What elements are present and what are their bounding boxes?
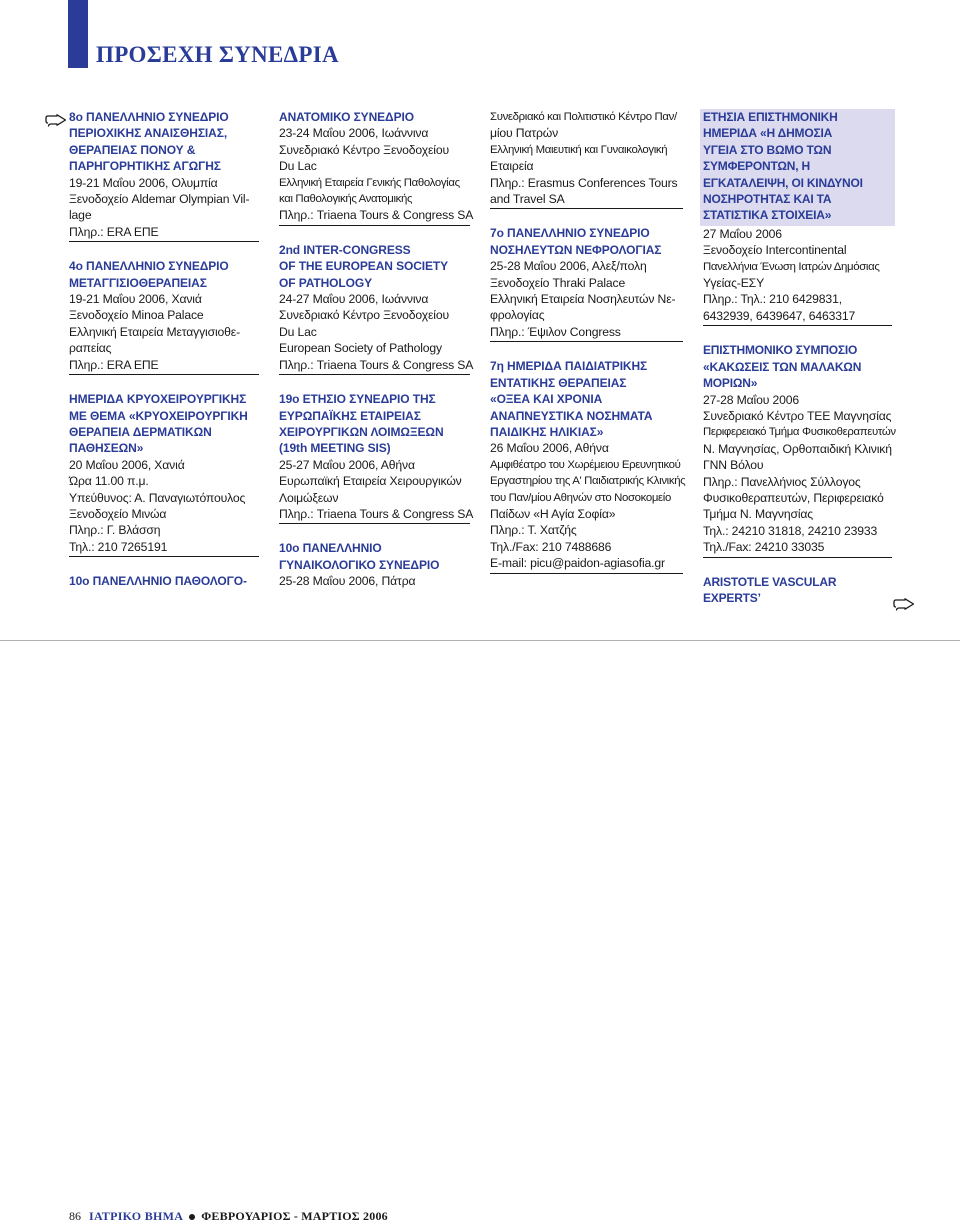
event-detail-line: lage — [69, 208, 92, 223]
event-detail-line: 25-28 Μαΐου 2006, Πάτρα — [279, 574, 416, 589]
event-title-line: ΧΕΙΡΟΥΡΓΙΚΩΝ ΛΟΙΜΩΞΕΩΝ — [279, 424, 444, 439]
event-detail-line: Ελληνική Εταιρεία Νοσηλευτών Νε- — [490, 292, 676, 307]
event-title-line: ΠΑΡΗΓΟΡΗΤΙΚΗΣ ΑΓΩΓΗΣ — [69, 159, 221, 174]
event-title-line: ΠΕΡΙΟΧΙΚΗΣ ΑΝΑΙΣΘΗΣΙΑΣ, — [69, 126, 228, 141]
event-detail-line: 23-24 Μαΐου 2006, Ιωάννινα — [279, 126, 429, 141]
event-title-line: 19ο ΕΤΗΣΙΟ ΣΥΝΕΔΡΙΟ ΤΗΣ — [279, 392, 436, 407]
event-entry — [69, 258, 259, 375]
event-detail-line: Υγείας-ΕΣΥ — [703, 276, 765, 291]
event-detail-line: Εταιρεία — [490, 159, 534, 174]
event-entry — [490, 109, 683, 209]
pointing-hand-arrow-icon — [893, 598, 915, 612]
event-detail-line: Λοιμώξεων — [279, 490, 339, 505]
event-entry — [69, 573, 259, 590]
email-address[interactable]: E-mail: picu@paidon-agiasofia.gr — [490, 556, 665, 571]
page-number: 86 — [69, 1209, 81, 1221]
event-detail-line: Πανελλήνια Ένωση Ιατρών Δημόσιας — [703, 260, 880, 273]
event-title-line: 4ο ΠΑΝΕΛΛΗΝΙΟ ΣΥΝΕΔΡΙΟ — [69, 259, 229, 274]
event-entry — [703, 109, 892, 326]
event-title-line: ΝΟΣΗΡΟΤΗΤΑΣ ΚΑΙ ΤΑ — [703, 192, 832, 207]
event-detail-line: ραπείας — [69, 341, 112, 356]
event-detail-line: Περιφερειακό Τμήμα Φυσικοθεραπευτών — [703, 426, 896, 439]
event-title-line: ΣΥΜΦΕΡΟΝΤΩΝ, Η — [703, 159, 810, 174]
event-detail-line: Πληρ.: Πανελλήνιος Σύλλογος — [703, 474, 861, 489]
event-detail-line: Πληρ.: Γ. Βλάσση — [69, 523, 161, 538]
column-4 — [703, 109, 896, 607]
event-detail-line: Πληρ.: Τηλ.: 210 6429831, — [703, 292, 842, 307]
event-detail-line: του Παν/μίου Αθηνών στο Νοσοκομείο — [490, 491, 671, 504]
event-detail-line: Τηλ./Fax: 210 7488686 — [490, 539, 612, 554]
event-entry — [490, 358, 686, 573]
event-title-line: «ΟΞΕΑ ΚΑΙ ΧΡΟΝΙΑ — [490, 392, 603, 407]
event-title-line: ΜΟΡΙΩΝ» — [703, 376, 758, 391]
event-entry — [703, 342, 896, 557]
magazine-name: ΙΑΤΡΙΚΟ ΒΗΜΑ — [89, 1209, 184, 1221]
event-title-line: ΕΓΚΑΤΑΛΕΙΨΗ, ΟΙ ΚΙΝΔΥΝΟΙ — [703, 175, 863, 190]
event-detail-line: Πληρ.: ERA ΕΠΕ — [69, 224, 159, 239]
event-detail-line: Πληρ.: Triaena Tours & Congress SA — [279, 208, 474, 223]
event-entry — [279, 391, 474, 524]
title-accent-bar — [68, 0, 88, 68]
event-title-line: ΥΓΕΙΑ ΣΤΟ ΒΩΜΟ ΤΩΝ — [703, 142, 832, 157]
event-detail-line: Αμφιθέατρο του Χωρέμειου Ερευνητικού — [490, 458, 681, 471]
event-detail-line: Ευρωπαϊκή Εταιρεία Χειρουργικών — [279, 474, 462, 489]
event-detail-line: and Travel SA — [490, 192, 565, 207]
event-detail-line: Πληρ.: Erasmus Conferences Tours — [490, 175, 678, 190]
event-detail-line: Φυσικοθεραπευτών, Περιφερειακό — [703, 490, 884, 505]
event-entry — [69, 391, 259, 557]
page-footer — [69, 1209, 388, 1221]
section-divider — [0, 640, 960, 641]
event-title-line: ΕΝΤΑΤΙΚΗΣ ΘΕΡΑΠΕΙΑΣ — [490, 375, 627, 390]
page-title: ΠΡΟΣΕΧΗ ΣΥΝΕΔΡΙΑ — [96, 42, 339, 67]
event-title-line: ΑΝΑΤΟΜΙΚΟ ΣΥΝΕΔΡΙΟ — [279, 110, 414, 124]
event-detail-line: Πληρ.: Έψιλον Congress — [490, 324, 621, 339]
column-1 — [69, 109, 259, 591]
event-detail-line: Ξενοδοχείο Intercontinental — [703, 243, 847, 258]
event-title-line: (19th MEETING SIS) — [279, 441, 391, 456]
event-detail-line: Συνεδριακό Κέντρο Ξενοδοχείου — [279, 142, 449, 157]
event-detail-line: 6432939, 6439647, 6463317 — [703, 308, 856, 323]
column-3 — [490, 109, 686, 574]
event-detail-line: Ελληνική Μαιευτική και Γυναικολογική — [490, 143, 668, 156]
event-title-line: ΠΑΘΗΣΕΩΝ» — [69, 441, 144, 456]
event-title-line: ΑΝΑΠΝΕΥΣΤΙΚΑ ΝΟΣΗΜΑΤΑ — [490, 408, 653, 423]
event-title-line: ΗΜΕΡΙΔΑ «Η ΔΗΜΟΣΙΑ — [703, 126, 833, 141]
event-title-line: ARISTOTLE VASCULAR EXPERTS’ — [703, 574, 837, 605]
event-detail-line: 25-27 Μαΐου 2006, Αθήνα — [279, 457, 415, 472]
event-entry — [490, 225, 683, 342]
event-detail-line: Ώρα 11.00 π.μ. — [69, 474, 149, 489]
event-title-line: ΕΤΗΣΙΑ ΕΠΙΣΤΗΜΟΝΙΚΗ — [703, 110, 838, 124]
event-entry — [703, 574, 892, 608]
event-title-line: 10ο ΠΑΝΕΛΛΗΝΙΟ — [279, 541, 382, 556]
event-detail-line: Τμήμα Ν. Μαγνησίας — [703, 507, 813, 522]
event-title-line: ΜΕΤΑΓΓΙΣΙΟΘΕΡΑΠΕΙΑΣ — [69, 275, 207, 290]
event-title-line: ΘΕΡΑΠΕΙΑΣ ΠΟΝΟΥ & — [69, 142, 196, 157]
event-detail-line: Ελληνική Εταιρεία Γενικής Παθολογίας — [279, 176, 460, 189]
event-detail-line: Τηλ./Fax: 24210 33035 — [703, 540, 825, 555]
event-detail-line: Ελληνική Εταιρεία Μεταγγισιοθε- — [69, 324, 240, 339]
event-title-line: «ΚΑΚΩΣΕΙΣ ΤΩΝ ΜΑΛΑΚΩΝ — [703, 359, 862, 374]
event-detail-line: 20 Μαΐου 2006, Χανιά — [69, 457, 185, 472]
event-title-line: ΣΤΑΤΙΣΤΙΚΑ ΣΤΟΙΧΕΙΑ» — [703, 208, 832, 223]
pointing-hand-arrow-icon — [45, 114, 67, 128]
event-detail-line: και Παθολογικής Ανατομικής — [279, 193, 413, 206]
event-detail-line: Πληρ.: Triaena Tours & Congress SA — [279, 357, 474, 372]
event-detail-line: Ξενοδοχείο Μινώα — [69, 506, 167, 521]
event-title-line: 10ο ΠΑΝΕΛΛΗΝΙΟ ΠΑΘΟΛΟΓΟ- — [69, 574, 247, 589]
event-detail-line: 19-21 Μαΐου 2006, Χανιά — [69, 292, 202, 307]
event-detail-line: European Society of Pathology — [279, 341, 443, 356]
event-detail-line: μίου Πατρών — [490, 126, 559, 141]
event-detail-line: 25-28 Μαΐου 2006, Αλεξ/πολη — [490, 259, 647, 274]
event-detail-line: Du Lac — [279, 159, 317, 174]
event-detail-line: 26 Μαΐου 2006, Αθήνα — [490, 441, 609, 456]
event-detail-line: Εργαστηρίου της Α' Παιδιατρικής Κλινικής — [490, 475, 686, 488]
event-detail-line: Παίδων «Η Αγία Σοφία» — [490, 506, 616, 521]
event-detail-line: Τηλ.: 24210 31818, 24210 23933 — [703, 523, 878, 538]
event-title-line: ΠΑΙΔΙΚΗΣ ΗΛΙΚΙΑΣ» — [490, 424, 604, 439]
event-detail-line: 19-21 Μαΐου 2006, Ολυμπία — [69, 175, 218, 190]
event-title-line: ΕΥΡΩΠΑΪΚΗΣ ΕΤΑΙΡΕΙΑΣ — [279, 408, 421, 423]
event-title-line: ΗΜΕΡΙΔΑ ΚΡΥΟΧΕΙΡΟΥΡΓΙΚΗΣ — [69, 392, 247, 407]
issue-date: ΦΕΒΡΟΥΑΡΙΟΣ - ΜΑΡΤΙΟΣ 2006 — [201, 1209, 388, 1221]
event-entry — [279, 109, 474, 226]
event-detail-line: Du Lac — [279, 324, 317, 339]
event-detail-line: 24-27 Μαΐου 2006, Ιωάννινα — [279, 292, 429, 307]
event-title-line: 7η ΗΜΕΡΙΔΑ ΠΑΙΔΙΑΤΡΙΚΗΣ — [490, 359, 648, 374]
event-title-line: ΜΕ ΘΕΜΑ «ΚΡΥΟΧΕΙΡΟΥΡΓΙΚΗ — [69, 408, 248, 423]
event-detail-line: Ξενοδοχείο Thraki Palace — [490, 275, 626, 290]
event-detail-line: Ξενοδοχείο Minoa Palace — [69, 308, 204, 323]
event-detail-line: 27-28 Μαΐου 2006 — [703, 392, 800, 407]
event-detail-line: Συνεδριακό Κέντρο Ξενοδοχείου — [279, 308, 449, 323]
highlighted-title-box — [700, 109, 895, 226]
event-detail-line: Πληρ.: Τ. Χατζής — [490, 523, 577, 538]
event-entry — [279, 540, 470, 590]
event-title-line: ΘΕΡΑΠΕΙΑ ΔΕΡΜΑΤΙΚΩΝ — [69, 424, 212, 439]
event-detail-line: Ξενοδοχείο Aldemar Olympian Vil- — [69, 192, 250, 207]
event-detail-line: ΓΝΝ Βόλου — [703, 458, 764, 473]
event-title-line: ΕΠΙΣΤΗΜΟΝΙΚΟ ΣΥΜΠΟΣΙΟ — [703, 343, 858, 358]
event-title-line: ΝΟΣΗΛΕΥΤΩΝ ΝΕΦΡΟΛΟΓΙΑΣ — [490, 242, 662, 257]
event-detail-line: Υπεύθυνος: Α. Παναγιωτόπουλος — [69, 490, 246, 505]
bullet-icon — [189, 1214, 195, 1220]
event-detail-line: Πληρ.: ERA ΕΠΕ — [69, 357, 159, 372]
event-entry — [279, 242, 474, 375]
event-detail-line: Τηλ.: 210 7265191 — [69, 539, 168, 554]
event-detail-line: 27 Μαΐου 2006 — [703, 226, 782, 241]
event-title-line: 7ο ΠΑΝΕΛΛΗΝΙΟ ΣΥΝΕΔΡΙΟ — [490, 226, 650, 241]
event-detail-line: Πληρ.: Triaena Tours & Congress SA — [279, 506, 474, 521]
event-detail-line: Ν. Μαγνησίας, Ορθοπαιδική Κλινική — [703, 441, 892, 456]
event-title-line: OF THE EUROPEAN SOCIETY — [279, 259, 449, 274]
column-2 — [279, 109, 474, 591]
event-title-line: ΓΥΝΑΙΚΟΛΟΓΙΚΟ ΣΥΝΕΔΡΙΟ — [279, 557, 440, 572]
event-detail-line: Συνεδριακό Κέντρο ΤΕΕ Μαγνησίας — [703, 408, 892, 423]
event-detail-line: φρολογίας — [490, 308, 545, 323]
event-title-line: OF PATHOLOGY — [279, 275, 373, 290]
event-entry — [69, 109, 259, 242]
event-title-line: 8ο ΠΑΝΕΛΛΗΝΙΟ ΣΥΝΕΔΡΙΟ — [69, 110, 229, 124]
event-detail-line: Συνεδριακό και Πολιτιστικό Κέντρο Παν/ — [490, 111, 677, 123]
event-title-line: 2nd INTER-CONGRESS — [279, 242, 411, 257]
